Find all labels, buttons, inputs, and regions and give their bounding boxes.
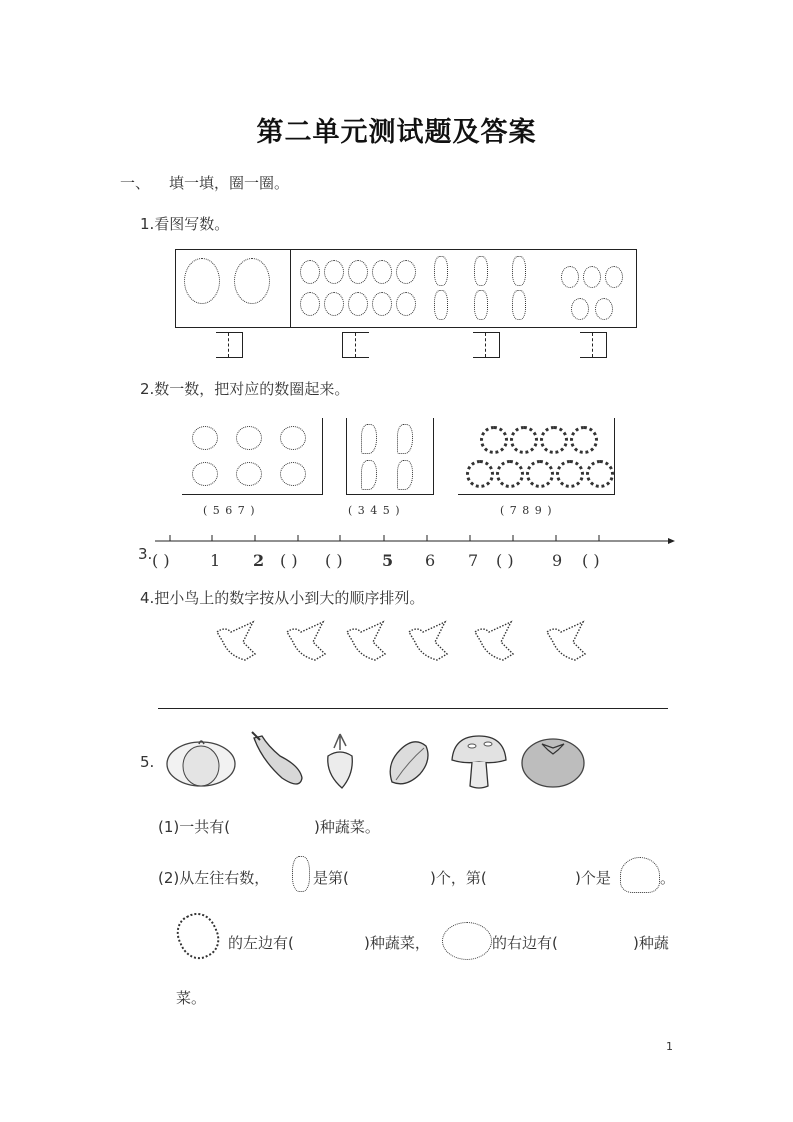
q3-label: 3.	[138, 545, 153, 563]
pear-icon	[595, 298, 613, 320]
q5-sub2-b: 是第(	[313, 869, 349, 887]
nl-tick-9: 9	[552, 551, 563, 570]
pumpkin-icon	[164, 736, 238, 788]
bird-icon	[345, 620, 391, 662]
radish-icon	[320, 730, 360, 792]
bird-icon	[285, 620, 331, 662]
q2-flower-panel	[458, 418, 615, 495]
egg-icon	[324, 260, 344, 284]
pumpkin-small-icon	[442, 922, 492, 960]
egg-icon	[396, 260, 416, 284]
mushroom-icon	[280, 426, 306, 450]
flower-icon	[510, 426, 538, 454]
q5-sub3-a: 的左边有(	[228, 934, 294, 952]
grape-icon	[474, 256, 488, 286]
flower-icon	[540, 426, 568, 454]
q5-sub3-b: )种蔬菜，	[364, 934, 430, 952]
q1-label: 1.看图写数。	[140, 215, 230, 233]
egg-group	[300, 260, 420, 320]
bird-icon	[407, 620, 453, 662]
lantern-icon	[184, 258, 220, 304]
nl-blank-0[interactable]: ( )	[152, 551, 170, 570]
mushroom-icon	[280, 462, 306, 486]
q2-carrot-panel	[346, 418, 434, 495]
egg-icon	[396, 292, 416, 316]
flower-icon	[496, 460, 524, 488]
grape-icon	[512, 290, 526, 320]
q5-sub3-e: 菜。	[176, 989, 207, 1007]
q2-options-flowers[interactable]: ( 7 8 9 )	[500, 504, 553, 517]
egg-icon	[324, 292, 344, 316]
q1-answer-box-3[interactable]	[473, 332, 500, 358]
flower-icon	[556, 460, 584, 488]
grape-icon	[434, 290, 448, 320]
number-line	[150, 533, 675, 547]
grape-icon	[512, 256, 526, 286]
grape-icon	[434, 256, 448, 286]
flower-icon	[480, 426, 508, 454]
carrot-icon	[397, 424, 413, 454]
q5-sub2-d: )个是	[575, 869, 611, 887]
cabbage-icon	[384, 734, 434, 790]
q5-label: 5.	[140, 753, 155, 771]
bird-icon	[473, 620, 519, 662]
nl-tick-6: 6	[425, 551, 436, 570]
egg-icon	[300, 292, 320, 316]
mushroom-icon	[192, 462, 218, 486]
bird-row	[215, 620, 575, 670]
q2-options-mushrooms[interactable]: ( 5 6 7 )	[203, 504, 256, 517]
vegetable-row	[160, 730, 590, 792]
q1-picture-frame	[175, 249, 637, 328]
radish-small-icon	[292, 856, 310, 892]
mushroom-small-icon	[620, 857, 660, 893]
mushroom-icon	[236, 426, 262, 450]
mushroom-icon	[192, 426, 218, 450]
q1-answer-box-2[interactable]	[342, 332, 369, 358]
pear-group	[561, 258, 631, 322]
q5-sub2-c: )个，第(	[430, 869, 487, 887]
egg-icon	[300, 260, 320, 284]
bird-icon	[215, 620, 261, 662]
q5-sub1-prefix: (1)一共有(	[158, 818, 231, 836]
q2-options-carrots[interactable]: ( 3 4 5 )	[348, 504, 401, 517]
q5-sub3-c: 的右边有(	[492, 934, 558, 952]
grape-icon	[474, 290, 488, 320]
nl-blank-8[interactable]: ( )	[496, 551, 514, 570]
egg-icon	[348, 292, 368, 316]
cabbage-small-icon	[170, 907, 226, 966]
nl-tick-5: 5	[382, 551, 394, 570]
q5-sub3-d: )种蔬	[633, 934, 669, 952]
mushroom-icon	[448, 732, 510, 790]
page-title: 第二单元测试题及答案	[256, 117, 537, 148]
grape-group	[434, 256, 544, 322]
nl-tick-7: 7	[468, 551, 479, 570]
egg-icon	[372, 260, 392, 284]
q4-answer-line[interactable]	[158, 708, 668, 709]
nl-blank-10[interactable]: ( )	[582, 551, 600, 570]
eggplant-icon	[246, 730, 306, 790]
mushroom-icon	[236, 462, 262, 486]
q2-label: 2.数一数，把对应的数圈起来。	[140, 380, 350, 398]
bird-icon	[545, 620, 591, 662]
q5-sub2-e: 。	[660, 869, 676, 887]
q1-answer-box-1[interactable]	[216, 332, 243, 358]
pear-icon	[561, 266, 579, 288]
q4-label: 4.把小鸟上的数字按从小到大的顺序排列。	[140, 589, 425, 607]
section-marker: 一、	[120, 174, 151, 192]
flower-icon	[466, 460, 494, 488]
q1-divider	[290, 250, 291, 327]
flower-icon	[586, 460, 614, 488]
pear-icon	[605, 266, 623, 288]
q5-sub2-prefix: (2)从左往右数，	[158, 869, 270, 887]
carrot-icon	[361, 424, 377, 454]
lantern-icon	[234, 258, 270, 304]
egg-icon	[372, 292, 392, 316]
q1-answer-box-4[interactable]	[580, 332, 607, 358]
carrot-icon	[361, 460, 377, 490]
carrot-icon	[397, 460, 413, 490]
egg-icon	[348, 260, 368, 284]
tomato-icon	[520, 734, 586, 788]
section-heading: 填一填，圈一圈。	[169, 174, 290, 192]
nl-blank-3[interactable]: ( )	[280, 551, 298, 570]
flower-icon	[526, 460, 554, 488]
q5-sub1-suffix: )种蔬菜。	[314, 818, 380, 836]
pear-icon	[583, 266, 601, 288]
page-number: 1	[666, 1040, 673, 1053]
nl-blank-4[interactable]: ( )	[325, 551, 343, 570]
q2-mushroom-panel	[182, 418, 323, 495]
flower-icon	[570, 426, 598, 454]
pear-icon	[571, 298, 589, 320]
nl-tick-1: 1	[210, 551, 221, 570]
nl-tick-2: 2	[253, 551, 265, 570]
